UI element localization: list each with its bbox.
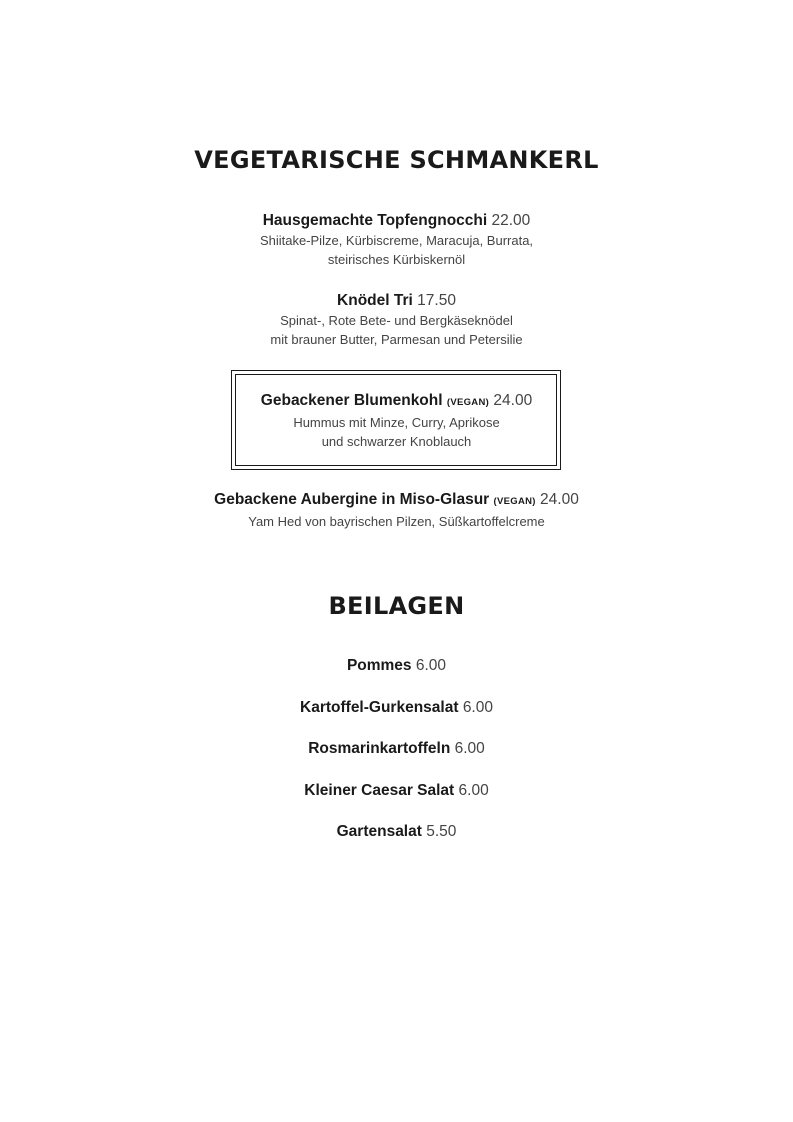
menu-item-description: Spinat-, Rote Bete- und Bergkäseknödel — [280, 313, 513, 328]
vegan-tag: (VEGAN) — [493, 496, 536, 507]
menu-item-price: 24.00 — [540, 491, 579, 508]
menu-item-head — [0, 211, 793, 231]
section-title-sides: BEILAGEN — [328, 592, 465, 620]
menu-item-price: 22.00 — [491, 212, 531, 229]
menu-item-name: Hausgemachte Topfengnocchi — [262, 212, 488, 229]
side-item — [0, 739, 793, 759]
menu-item-description: Yam Hed von bayrischen Pilzen, Süßkartoffelcreme — [248, 514, 545, 529]
menu-item-price: 6.00 — [415, 657, 447, 674]
menu-item-name: Gebackener Blumenkohl — [260, 392, 443, 409]
menu-item-head — [0, 391, 793, 413]
menu-item-name: Kleiner Caesar Salat — [304, 782, 455, 799]
menu-item-name: Rosmarinkartoffeln — [308, 740, 451, 757]
menu-item-head — [0, 291, 793, 311]
menu-item-head — [0, 698, 793, 718]
menu-item-price: 24.00 — [493, 392, 533, 409]
menu-item-name: Gebackene Aubergine in Miso-Glasur — [214, 491, 490, 508]
menu-item-head — [0, 739, 793, 759]
menu-item — [0, 490, 793, 531]
menu-item-price: 5.50 — [426, 823, 457, 840]
vegan-tag: (VEGAN) — [446, 397, 490, 408]
menu-item-head — [0, 822, 793, 842]
side-item — [0, 822, 793, 842]
menu-item-head — [0, 490, 793, 512]
menu-item-head — [0, 781, 793, 801]
menu-item — [0, 291, 793, 349]
menu-item-name: Kartoffel-Gurkensalat — [300, 699, 459, 716]
menu-item-name: Gartensalat — [336, 823, 422, 840]
side-item — [0, 698, 793, 718]
menu-item-price: 17.50 — [417, 292, 456, 309]
menu-item-description: mit brauner Butter, Parmesan und Petersilie — [270, 332, 523, 347]
menu-item-description: steirisches Kürbiskernöl — [327, 252, 466, 267]
section-title-vegetarian: VEGETARISCHE SCHMANKERL — [194, 146, 599, 174]
side-item — [0, 656, 793, 676]
side-item — [0, 781, 793, 801]
menu-item — [0, 211, 793, 269]
featured-menu-item — [0, 391, 793, 451]
menu-item-name: Pommes — [346, 657, 412, 674]
menu-item-price: 6.00 — [458, 782, 489, 799]
menu-item-head — [0, 656, 793, 676]
menu-item-price: 6.00 — [454, 740, 485, 757]
menu-item-description: und schwarzer Knoblauch — [321, 434, 472, 449]
menu-item-description: Hummus mit Minze, Curry, Aprikose — [293, 415, 500, 430]
menu-item-price: 6.00 — [462, 699, 493, 716]
menu-item-description: Shiitake-Pilze, Kürbiscreme, Maracuja, Burrata, — [259, 233, 534, 248]
menu-item-name: Knödel Tri — [337, 292, 413, 309]
